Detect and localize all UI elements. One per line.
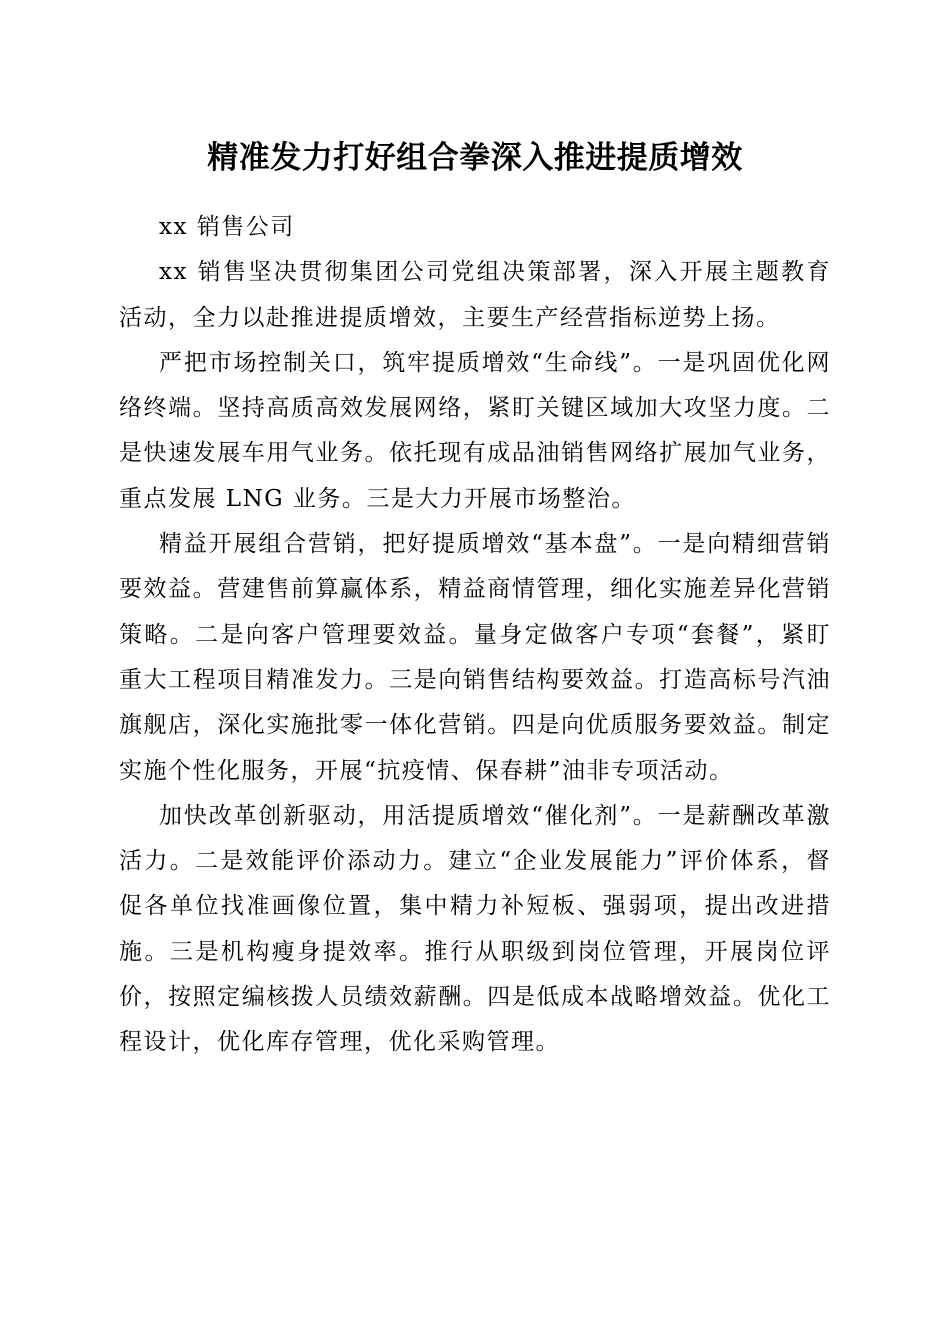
paragraph-intro: xx 销售坚决贯彻集团公司党组决策部署，深入开展主题教育活动，全力以赴推进提质增效，主要生产经营指标逆势上扬。 [119, 259, 831, 331]
paragraph-market-control: 严把市场控制关口，筑牢提质增效“生命线”。一是巩固优化网络终端。坚持高质高效发展网络，紧盯关键区域加大攻坚力度。二是快速发展车用气业务。依托现有成品油销售网络扩展加气业务，重点发展 LNG 业务。三是大力开展市场整治。 [119, 349, 831, 512]
author-line: xx 销售公司 [159, 214, 295, 240]
paragraph-reform-innovation: 加快改革创新驱动，用活提质增效“催化剂”。一是薪酬改革激活力。二是效能评价添动力。建立“企业发展能力”评价体系，督促各单位找准画像位置，集中精力补短板、强弱项，提出改进措施。三是机构瘦身提效率。推行从职级到岗位管理，开展岗位评价，按照定编核拨人员绩效薪酬。四是低成本战略增效益。优化工程设计，优化库存管理，优化采购管理。 [119, 802, 831, 1056]
document-title: 精准发力打好组合拳深入推进提质增效 [207, 140, 743, 176]
paragraph-combined-marketing: 精益开展组合营销，把好提质增效“基本盘”。一是向精细营销要效益。营建售前算赢体系，精益商情管理，细化实施差异化营销策略。二是向客户管理要效益。量身定做客户专项“套餐”，紧盯重大工程项目精准发力。三是向销售结构要效益。打造高标号汽油旗舰店，深化实施批零一体化营销。四是向优质服务要效益。制定实施个性化服务，开展“抗疫情、保春耕”油非专项活动。 [119, 531, 831, 784]
document-body [119, 205, 831, 1066]
